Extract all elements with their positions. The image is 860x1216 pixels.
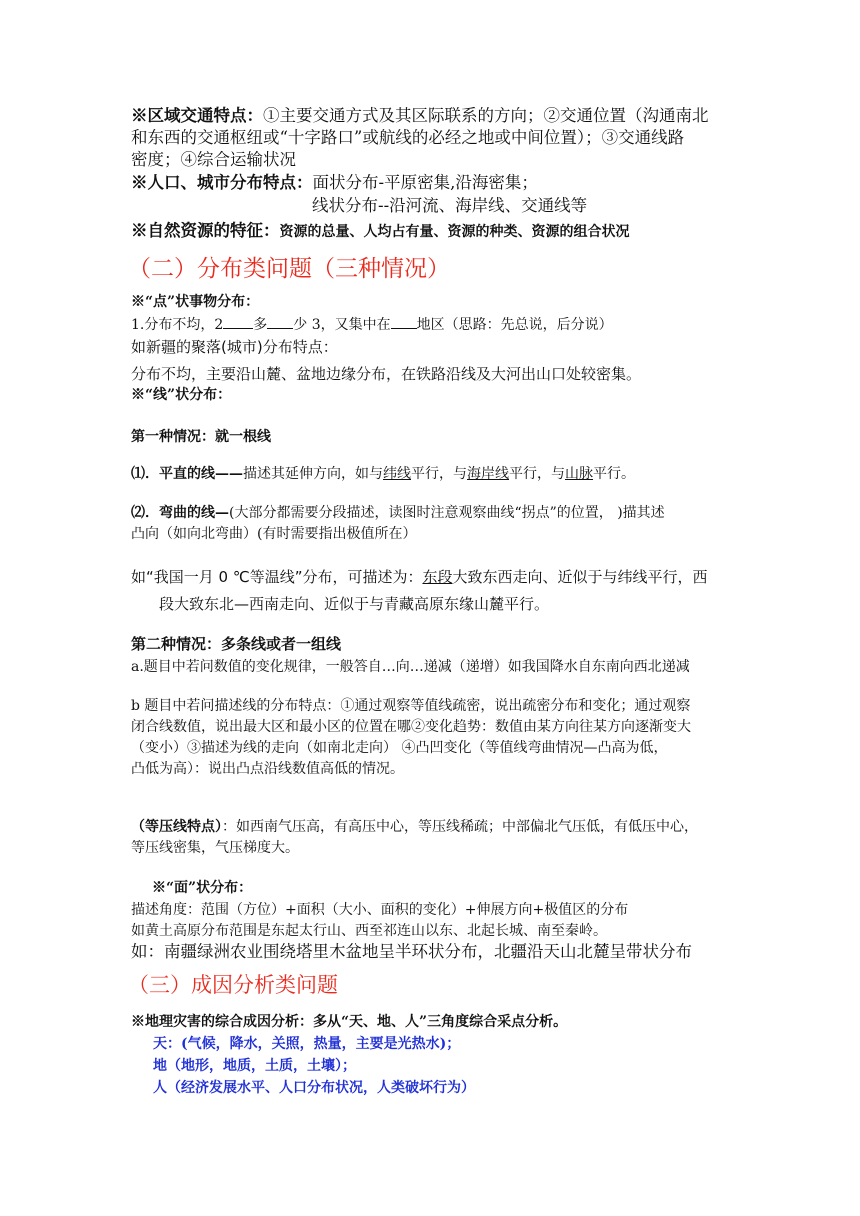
text: 平行。: [593, 466, 635, 482]
bold-label: （等压线特点）: [131, 819, 222, 835]
blank: [223, 316, 253, 329]
text-line: [131, 223, 630, 240]
text: 少 3，又集中在: [293, 317, 391, 333]
text: 面状分布-平原密集,沿海密集；: [312, 173, 538, 192]
text-line: 段大致东北—西南走向、近似于与青藏高原东缘山麓平行。: [159, 595, 550, 613]
subheading: 第一种情况：就一根线: [131, 429, 271, 445]
text: (大部分都需要分段描述，读图时注意观察曲线“拐点”的位置， )描其述: [229, 505, 665, 521]
bold-label: ※自然资源的特征：: [131, 221, 280, 240]
text-line: a.题目中若问数值的变化规律，一般答自…向…递减（递增）如我国降水自东南向西北递减: [131, 659, 690, 675]
bold-label: ※区域交通特点：: [131, 106, 263, 125]
subheading: ※“点”状事物分布：: [131, 294, 260, 310]
section-heading: （三）成因分析类问题: [128, 973, 338, 997]
text-line: 凸向（如向北弯曲）(有时需要指出极值所在）: [131, 526, 417, 542]
text-line: 如黄土高原分布范围是东起太行山、西至祁连山以东、北起长城、南至秦岭。: [131, 923, 607, 939]
text-line: 和东西的交通枢纽或“十字路口”或航线的必经之地或中间位置）；③交通线路: [131, 128, 685, 147]
underlined-text: 东段: [422, 568, 453, 586]
text-line: [131, 467, 635, 481]
underlined-text: 海岸线: [467, 466, 509, 482]
bold-label: ※人口、城市分布特点：: [131, 173, 313, 192]
subheading: ※地理灾害的综合成因分析：多从“天、地、人”三角度综合采点分析。: [131, 1014, 568, 1030]
text-line: [131, 570, 708, 585]
text-line: [131, 506, 665, 520]
subheading: 第二种情况：多条线或者一组线: [131, 635, 342, 653]
underlined-text: 纬线: [383, 466, 411, 482]
text-line: 等压线密集，气压梯度大。: [131, 840, 299, 856]
text: 如“我国一月 0 ℃等温线”分布，可描述为：: [131, 568, 423, 586]
text-line: 线状分布--沿河流、海岸线、交通线等: [312, 196, 588, 215]
subheading: ※“面”状分布：: [152, 880, 253, 896]
text-line: 如新疆的聚落(城市)分布特点：: [131, 338, 338, 356]
text-line: [131, 175, 538, 192]
text-line: 人（经济发展水平、人口分布状况，人类破坏行为）: [153, 1080, 475, 1096]
text-line: [131, 108, 709, 125]
text: ：如西南气压高，有高压中心，等压线稀疏；中部偏北气压低，有低压中心，: [222, 819, 698, 835]
text-line: 凸低为高）：说出凸点沿线数值高低的情况。: [131, 761, 404, 777]
text: 描述其延伸方向，如与: [243, 466, 383, 482]
text-line: [131, 316, 613, 332]
text: 平行，与: [509, 466, 565, 482]
text: ①主要交通方式及其区际联系的方向；②交通位置（沟通南北: [263, 106, 709, 125]
bold-label: ⑵．弯曲的线—: [131, 505, 229, 521]
text-line: 如：南疆绿洲农业围绕塔里木盆地呈半环状分布，北疆沿天山北麓呈带状分布: [131, 942, 692, 961]
text-line: 密度；④综合运输状况: [131, 150, 296, 169]
text: 平行，与: [411, 466, 467, 482]
text-line: 闭合线数值，说出最大区和最小区的位置在哪②变化趋势：数值由某方向往某方向逐渐变大: [131, 719, 691, 735]
text: 大致东西走向、近似于与纬线平行，西: [452, 568, 708, 586]
text-line: b 题目中若问描述线的分布特点：①通过观察等值线疏密，说出疏密分布和变化；通过观察: [131, 698, 691, 714]
text: 1.分布不均，2: [131, 317, 224, 333]
text: 多: [253, 317, 268, 333]
underlined-text: 山脉: [565, 466, 593, 482]
text-line: 天：(气候，降水，关照，热量，主要是光热水)；: [153, 1036, 461, 1052]
text: 资源的总量、人均占有量、资源的种类、资源的组合状况: [279, 224, 630, 240]
bold-label: ⑴．平直的线——: [131, 466, 243, 482]
text-line: （变小）③描述为线的走向（如南北走向） ④凸凹变化（等值线弯曲情况—凸高为低，: [131, 740, 668, 756]
section-heading: （二）分布类问题（三种情况）: [128, 256, 450, 282]
text-line: 地（地形，地质，土质，土壤）；: [153, 1058, 356, 1074]
subheading: ※“线”状分布：: [131, 387, 232, 403]
text-line: 描述角度：范围（方位）+面积（大小、面积的变化）+伸展方向+极值区的分布: [131, 902, 629, 918]
text: 地区（思路：先总说，后分说）: [416, 317, 613, 333]
text-line: 分布不均，主要沿山麓、盆地边缘分布，在铁路沿线及大河出山口处较密集。: [131, 365, 642, 383]
blank: [267, 316, 293, 329]
text-line: [131, 820, 698, 834]
blank: [391, 316, 417, 329]
